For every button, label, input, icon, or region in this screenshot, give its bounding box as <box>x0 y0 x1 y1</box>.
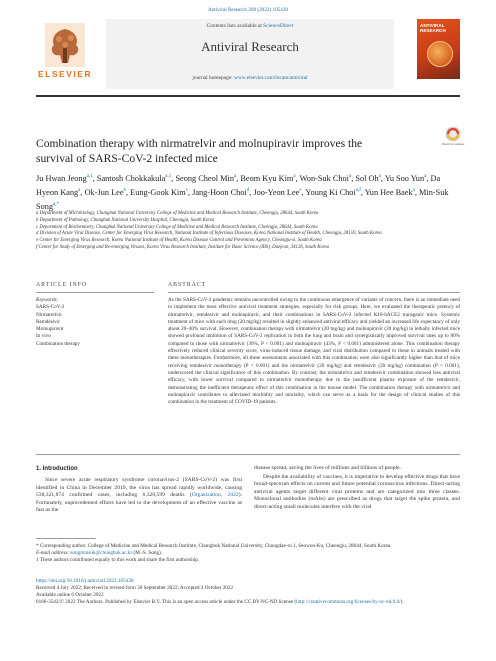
author-list: Ju Hwan Jeong$^{a,1}$, Santosh Chokkakula$^{a,1}$, Seong Cheol Min$^a$, Beom Kyu Kim$^a$, Won-Suk Choi$^a$, Sol Oh$^a$, Yu Soo Yun$^a$, Da Hyeon Kang$^a$, Ok-Jun Lee$^b$, Eung-Gook Kim$^c$, Jang-Hoon Choi$^d$, Joo-Yeon Lee$^e$, Young Ki Choi$^{a,f}$, Yun Hee Baek$^a$, Min-Suk Song$^{a,*}$ <box>36 173 449 212</box>
intro-text: ). Fortunately, unprecedented efforts have led to the development of an effective vaccine as fast as the <box>36 492 242 513</box>
keyword: Remdesivir <box>36 318 60 325</box>
author[interactable] <box>192 188 249 197</box>
intro-right-paragraph: Despite the availability of vaccines, it is imperative to develop effective drugs that have broad-spectrum effects on current and future potential coronavirus infections. Direct-acting antiviral agents target different viral proteins and are categorized into three classes. Monoclonal antibodies (mAbs) are prescribed as drugs that target the spike protein, and direct-acting small molecules interfere with the viral <box>254 473 460 510</box>
author-affiliation-mark[interactable]: a <box>424 174 427 179</box>
author-affiliation-mark[interactable]: c <box>185 188 188 194</box>
author-name: Da Hyeon Kang <box>36 173 441 198</box>
author-name: Santosh Chokkakula <box>96 173 166 183</box>
author-affiliation-mark[interactable]: a <box>412 188 415 194</box>
elsevier-wordmark: ELSEVIER <box>37 69 93 79</box>
keyword: Nirmatrelvir <box>36 311 62 318</box>
intro-right-column <box>254 465 460 511</box>
article-info-rule <box>36 292 154 293</box>
footnotes <box>36 543 460 564</box>
homepage-prefix: journal homepage: <box>192 75 235 81</box>
author-affiliation-mark[interactable]: a,* <box>53 202 60 208</box>
abstract-heading: ABSTRACT <box>168 282 207 288</box>
email-note <box>36 550 460 557</box>
journal-title[interactable]: Antiviral Research <box>201 39 299 54</box>
abstract-text: As the SARS-CoV-2 pandemic remains uncontrolled owing to the continuous emergence of variants of concern, there is an immediate need to implement the most effective antiviral treatment strategies, especially for risk groups. Here, we evaluated the therapeutic potency of nirmatrelvir, remdesivir and molnupiravir, and their combinations in SARS-CoV-2 infected K18-hACE2 transgenic mice. Systemic treatment of mice with each drug (20 mg/kg) resulted in slightly enhanced antiviral efficacy and yielded an increased life expectancy of only about 20–40% survival. However, combination therapy with nirmatrelvir (20 mg/kg) and molnupiravir (20 mg/kg) in lethally infected mice showed profound inhibition of SARS-CoV-2 replication in both the lung and brain and synergistically improved survival rates up to 80% compared to those with nirmatrelvir (36%, P < 0.001) and molnupiravir (43%, P < 0.001) administered alone. This combination therapy effectively reduced clinical severity score, virus-induced tissue damage, and viral distribution compared to those in animals treated with these monotherapies. Furthermore, all these assessments associated with this combination were also significantly higher than that of mice receiving remdesivir monotherapy (P < 0.001) and the nirmatrelvir (20 mg/kg) and remdesivir (20 mg/kg) combination (P < 0.001), underscored the clinical significance of this combination. By contrast, the nirmatrelvir and remdesivir combination showed less antiviral efficacy, with lower survival compared to nirmatrelvir monotherapy due to the insufficient plasma exposure of the remdesivir, demonstrating the inefficient therapeutic effect of this combination in the mouse model. The combination therapy with nirmatrelvir and molnupiravir contributes to alleviated morbidity and mortality, which can serve as a basis for the design of clinical studies of this combination in the treatment of COVID-19 patients. <box>168 297 460 406</box>
contents-prefix: Contents lists available at <box>206 23 264 29</box>
journal-banner <box>106 19 394 89</box>
license-link[interactable]: http://creativecommons.org/licenses/by-nc-nd/4.0/ <box>296 599 401 605</box>
intro-text: Since severe acute respiratory syndrome coronavirus-2 (SARS-CoV-2) was first identified in China in December 2019, the virus has spread rapidly worldwide, causing 538,321,874 confirmed cases, including 6,320,599 deaths ( <box>36 477 242 498</box>
doi-link[interactable]: https://doi.org/10.1016/j.antiviral.2022.105430 <box>36 578 134 584</box>
author-name: Ju Hwan Jeong <box>36 173 87 183</box>
author-affiliation-mark[interactable]: a,1 <box>86 174 93 179</box>
affiliation-item: c Department of Biochemistry, Chungbuk National University College of Medicine and Medical Research Institute, Cheongju, 28644, South Korea <box>36 224 318 230</box>
author-name: Yu Soo Yun <box>384 173 425 183</box>
keywords-block <box>36 297 136 348</box>
keyword: Combination therapy <box>36 340 80 347</box>
license-end: ). <box>400 599 404 605</box>
author[interactable] <box>130 188 188 197</box>
author[interactable] <box>305 188 360 197</box>
journal-reference[interactable]: Antiviral Research 208 (2022) 105430 <box>207 7 289 13</box>
author-name: Beom Kyu Kim <box>240 173 294 183</box>
sciencedirect-link[interactable]: ScienceDirect <box>263 23 294 29</box>
email-label: E-mail address: <box>36 550 71 556</box>
article-title: Combination therapy with nirmatrelvir and molnupiravir improves the survival of SARS-CoV-2 infected mice <box>36 137 363 165</box>
author[interactable] <box>385 174 427 183</box>
author[interactable] <box>253 188 301 197</box>
publication-info <box>36 578 460 606</box>
affiliation-item: a Department of Microbiology, Chungbuk National University College of Medicine and Medical Research Institute, Cheongju, 28644, South Korea <box>36 211 319 216</box>
license-text: 0166-3542/© 2022 The Authors. Published by Elsevier B.V. This is an open access article under the CC BY-NC-ND license ( <box>36 599 297 605</box>
author-name: Min-Suk Song <box>36 188 449 212</box>
cover-title: ANTIVIRAL RESEARCH <box>420 23 446 33</box>
author-name: Joo-Yeon Lee <box>253 188 300 198</box>
author-affiliation-mark[interactable]: b <box>123 188 126 194</box>
email-suffix: (M.-S. Song). <box>132 550 163 556</box>
author-name: Young Ki Choi <box>305 188 356 198</box>
author[interactable] <box>355 174 381 183</box>
intro-left-column <box>36 477 242 515</box>
intro-right-paragraph: disease spread, saving the lives of millions and billions of people. <box>254 465 401 471</box>
elsevier-tree-icon <box>45 23 85 67</box>
author-name: Eung-Gook Kim <box>130 188 186 198</box>
affiliation-item: f Center for Study of Emerging and Re-emerging Viruses, Korea Virus Research Institute, Institute for Basic Science (IBS), Daejeon, 34126, South Korea <box>36 244 330 250</box>
available-online: Available online 6 October 2022 <box>36 592 104 598</box>
author[interactable] <box>365 188 415 197</box>
introduction-heading: 1. Introduction <box>36 466 78 472</box>
author[interactable] <box>175 174 236 183</box>
author-name: Sol Oh <box>355 173 379 183</box>
author-affiliation-mark[interactable]: a,f <box>355 188 361 194</box>
author-name: Ok-Jun Lee <box>84 188 124 198</box>
abstract-bottom-rule <box>36 454 460 455</box>
author-affiliation-mark[interactable]: a <box>293 174 296 179</box>
author[interactable] <box>240 174 295 183</box>
received-dates: Received 4 July 2022; Received in revised form 30 September 2022; Accepted 3 October 2022 <box>36 585 234 591</box>
author[interactable] <box>85 188 126 197</box>
check-for-updates-button[interactable] <box>441 126 465 148</box>
homepage-link[interactable]: www.elsevier.com/locate/antiviral <box>234 75 308 81</box>
author-name: Seong Cheol Min <box>175 173 234 183</box>
citation-link[interactable]: Organization, 2022 <box>191 492 239 498</box>
affiliation-item: e Center for Emerging Virus Research, Korea National Institute of Health, Korea Disease Control and Prevention Agency, Cheongju-si, South Korea <box>36 238 322 244</box>
abstract-rule <box>168 292 460 293</box>
affiliations <box>36 211 460 252</box>
author[interactable] <box>300 174 352 183</box>
elsevier-logo[interactable] <box>36 19 94 89</box>
author[interactable] <box>97 174 171 183</box>
masthead <box>36 19 460 89</box>
article-info-heading: ARTICLE INFO <box>36 282 88 288</box>
check-updates-icon <box>441 126 465 148</box>
license-line <box>36 599 460 606</box>
author[interactable] <box>36 174 93 183</box>
check-updates-label: Check for updates <box>441 142 465 146</box>
author-name: Jang-Hoon Choi <box>192 188 247 198</box>
author-affiliation-mark[interactable]: a <box>78 188 81 194</box>
homepage-line <box>106 75 394 81</box>
author-affiliation-mark[interactable]: e <box>299 188 302 194</box>
corresponding-author-note: * Corresponding author. College of Medicine and Medical Research Institute, Chungbuk National University, Chungdae-ro 1, Seowon-Ku, Cheongju, 28644, South Korea. <box>36 543 392 549</box>
affiliation-item: d Division of Acute Viral Disease, Center for Emerging Virus Research, National Institute of Infectious Diseases, Korea National Institute of Health, Cheongju, 28159, South Korea <box>36 231 382 237</box>
keywords-label: Keywords: <box>36 297 59 303</box>
journal-cover-image[interactable] <box>417 19 460 79</box>
author-affiliation-mark[interactable]: a <box>348 174 352 179</box>
contents-line <box>106 23 394 29</box>
author-name: Yun Hee Baek <box>364 188 413 198</box>
keyword: In vivo <box>36 333 51 340</box>
cover-virus-graphic <box>427 41 453 67</box>
author-affiliation-mark[interactable]: d <box>246 188 250 194</box>
affiliation-item: b Department of Pathology, Chungbuk National University Hospital, Cheongju, South Korea <box>36 217 215 223</box>
footnote-rule <box>36 538 96 539</box>
author-affiliation-mark[interactable]: a,1 <box>165 174 172 179</box>
keyword: Molnupiravir <box>36 326 64 333</box>
author-name: Won-Suk Choi <box>299 173 349 183</box>
masthead-rule <box>36 95 460 97</box>
email-link[interactable]: songminsuk@chungbuk.ac.kr <box>70 550 133 556</box>
keyword: SARS-CoV-2 <box>36 304 65 311</box>
author-affiliation-mark[interactable]: a <box>378 174 381 179</box>
equal-contribution-note: 1 These authors contributed equally to this work and share the first authorship. <box>36 557 200 563</box>
author-affiliation-mark[interactable]: a <box>233 174 237 179</box>
